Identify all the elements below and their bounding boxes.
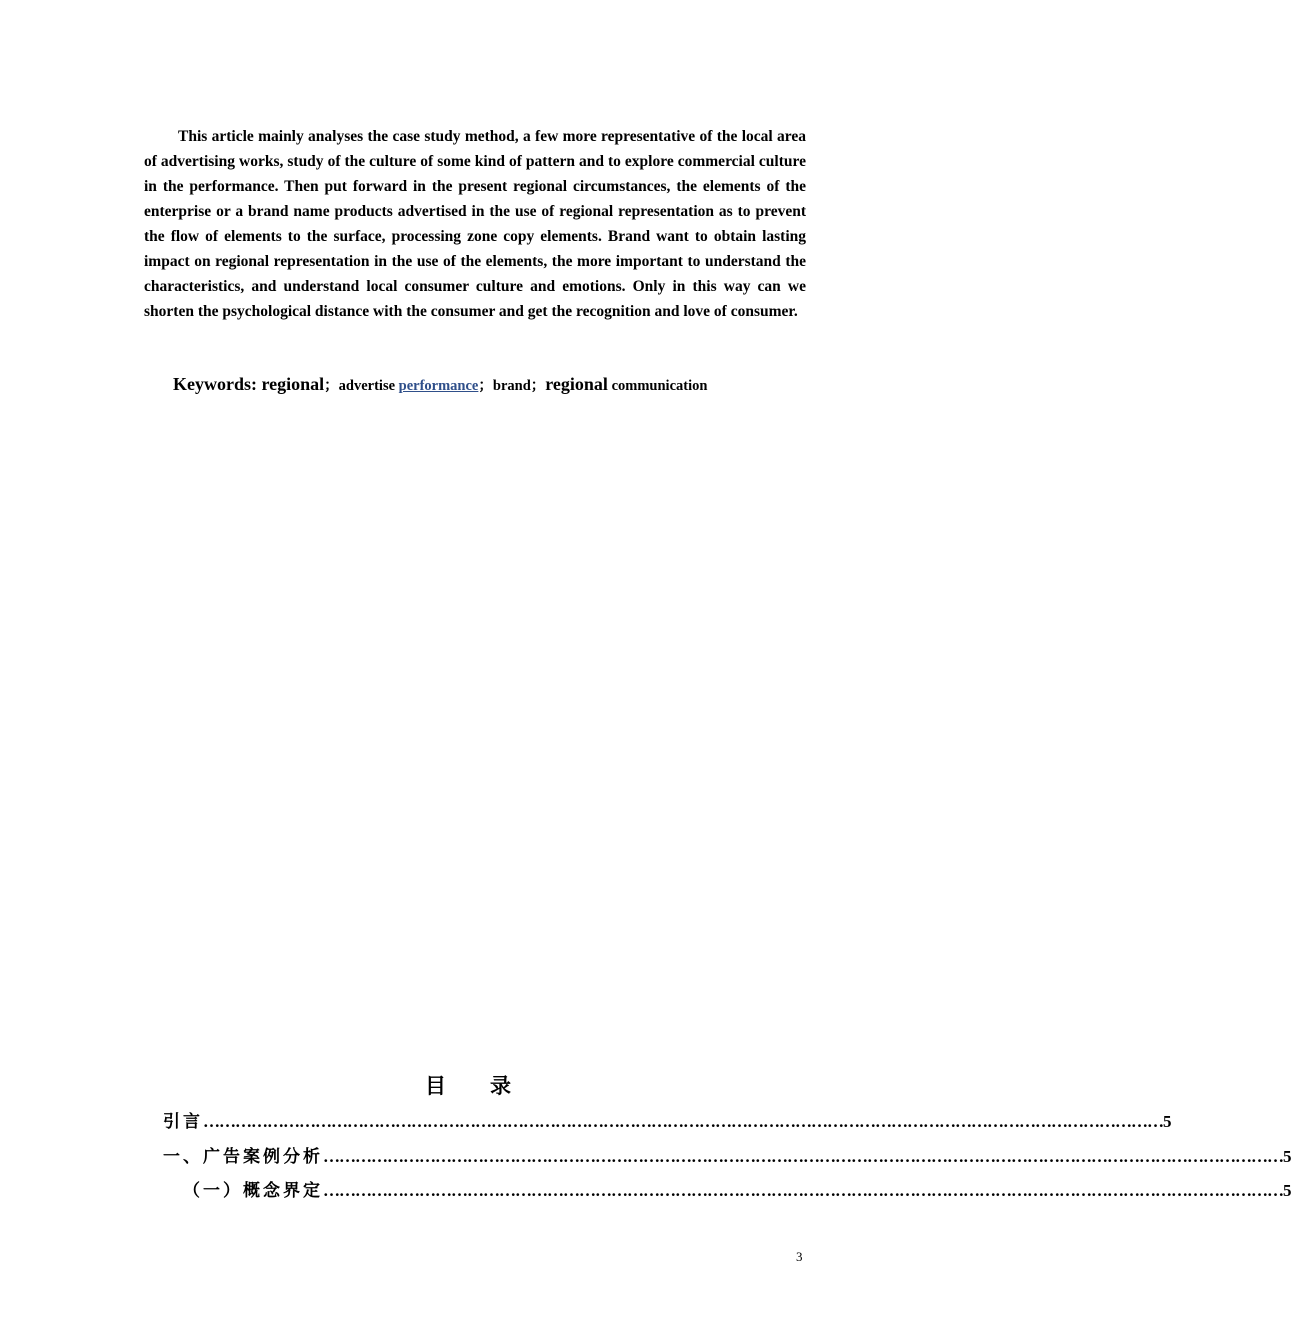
toc-entry-label: （一）概念界定 (183, 1181, 323, 1201)
toc-entry[interactable] (163, 1107, 1172, 1135)
abstract-paragraph: This article mainly analyses the case study method, a few more representative of the local area of advertising works, study of the culture of some kind of pattern and to explore commercial culture in the performance. Then put forward in the present regional circumstances, the elements of the enterprise or a brand name products advertised in the use of regional representation as to prevent the flow of elements to the surface, processing zone copy elements. Brand want to obtain lasting impact on regional representation in the use of the elements, the more important to understand the characteristics, and understand local consumer culture and emotions. Only in this way can we shorten the psychological distance with the consumer and get the recognition and love of consumer. (144, 128, 806, 320)
keyword-advertise: advertise (338, 378, 399, 394)
keyword-performance-link[interactable]: performance (398, 378, 479, 394)
keyword-regional: regional (545, 374, 608, 394)
keyword-brand: brand (492, 378, 531, 394)
toc-entry-label: 一、广告案例分析 (163, 1147, 323, 1167)
keyword-communication: communication (607, 378, 708, 394)
toc-entry-page: 5 (1283, 1147, 1292, 1166)
keywords-line (173, 374, 853, 395)
keywords-separator: ； (530, 378, 546, 394)
toc-leader-dots: ……………………………………………………………………………………………………………………………………………………………… (203, 1112, 1163, 1131)
toc-entry-label: 引言 (163, 1112, 203, 1132)
keywords-label: Keywords: regional (173, 374, 325, 394)
keywords-separator: ； (324, 378, 339, 394)
page-number: 3 (796, 1249, 803, 1264)
toc-entry-page: 5 (1283, 1181, 1292, 1200)
toc-leader-dots: ……………………………………………………………………………………………………………………………………………………………… (323, 1181, 1283, 1200)
toc-entry[interactable] (163, 1142, 1292, 1170)
keywords-separator: ； (478, 378, 493, 394)
toc-entry[interactable] (163, 1176, 1292, 1204)
toc-entry-page: 5 (1163, 1112, 1172, 1131)
toc-title: 目录 (425, 1074, 555, 1098)
toc-leader-dots: ……………………………………………………………………………………………………………………………………………………………… (323, 1147, 1283, 1166)
